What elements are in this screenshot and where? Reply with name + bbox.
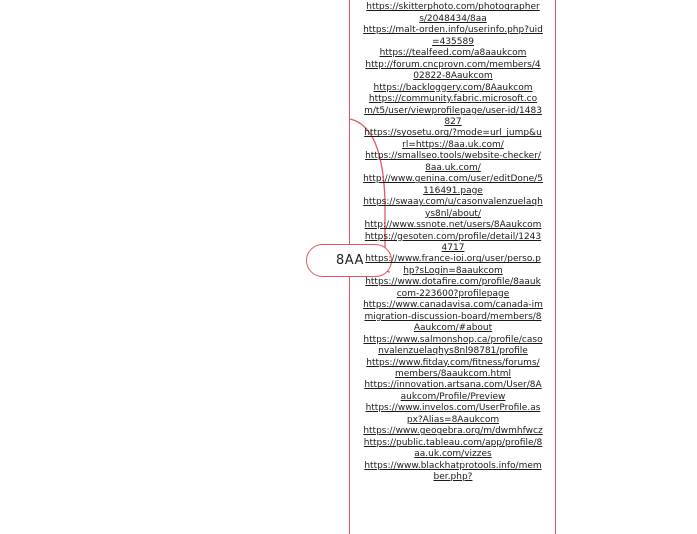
link-item[interactable]: https://www.fitday.com/fitness/forums/members/8aaukcom.html — [366, 357, 540, 379]
link-item[interactable]: https://syosetu.org/?mode=url_jump&url=https://8aa.uk.com/ — [364, 128, 542, 150]
link-item[interactable]: https://tealfeed.com/a8aaukcom — [379, 48, 527, 59]
link-item[interactable]: https://www.salmonshop.ca/profile/casonvalenzuelaqhys8nl98781/profile — [363, 334, 543, 357]
link-item[interactable]: https://public.tableau.com/app/profile/8aa.uk.com/vizzes — [363, 437, 543, 460]
link-item[interactable]: https://backloggery.com/8Aaukcom — [373, 82, 533, 93]
link-item[interactable]: https://gesoten.com/profile/detail/12434717 — [364, 231, 542, 253]
link-item[interactable]: https://www.invelos.com/UserProfile.aspx?Alias=8Aaukcom — [365, 403, 541, 425]
link-item[interactable]: http://www.genina.com/user/editDone/5116491.page — [363, 174, 543, 196]
link-item[interactable]: https://www.geogebra.org/m/dwmhfwcz — [363, 426, 543, 437]
link-item[interactable]: https://community.fabric.microsoft.com/t5/user/viewprofilepage/user-id/1483827 — [364, 94, 542, 127]
link-item[interactable]: https://www.canadavisa.com/canada-immigration-discussion-board/members/8Aaukcom/#about — [363, 300, 543, 334]
links-list — [363, 0, 543, 483]
link-item[interactable]: https://www.dotafire.com/profile/8aaukcom-223600?profilepage — [365, 277, 541, 299]
link-item[interactable]: https://www.france-ioi.org/user/perso.php?sLogin=8aaukcom — [365, 254, 541, 276]
link-item[interactable]: https://smallseo.tools/website-checker/8aa.uk.com/ — [365, 151, 541, 173]
central-topic-label: 8AA — [336, 253, 364, 268]
link-item[interactable]: https://skitterphoto.com/photographers/2048434/8aa — [366, 2, 540, 24]
link-item[interactable]: https://swaay.com/u/casonvalenzuelaqhys8nl/about/ — [363, 197, 543, 219]
link-item[interactable]: http://www.ssnote.net/users/8Aaukcom — [364, 220, 542, 231]
link-item[interactable]: http://forum.cncprovn.com/members/402822-8Aaukcom — [365, 59, 541, 82]
link-item[interactable]: https://malt-orden.info/userinfo.php?uid=435589 — [363, 25, 543, 47]
link-item[interactable]: https://www.blackhatprotools.info/member.php? — [364, 460, 542, 483]
link-item[interactable]: https://innovation.artsana.com/User/8Aaukcom/Profile/Preview — [364, 380, 542, 402]
